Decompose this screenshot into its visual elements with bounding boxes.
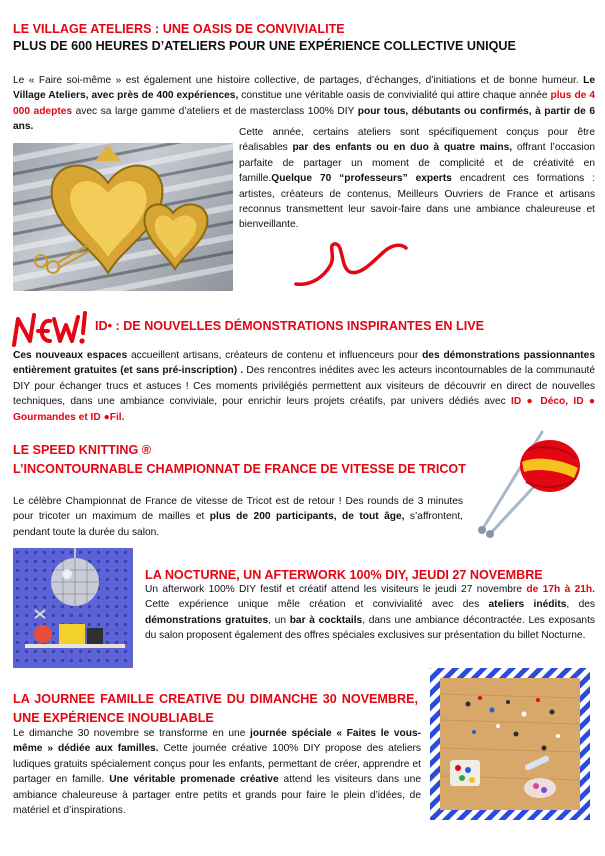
section-speed-knitting bbox=[13, 441, 468, 479]
paragraph: Le « Faire soi-même » est également une histoire collective, de partages, d’échanges, d’initiations et de bonne humeur. Le Village Ateliers, avec près de 400 expériences, constitue une véritable oasis de convivialité qui attire chaque année plus de 4 000 adeptes avec sa large gamme d’ateliers et de masterclass 100% DIY pour tous, débutants ou confirmés, à partir de 6 ans. bbox=[13, 75, 595, 133]
craft-tray-photo bbox=[428, 664, 592, 824]
new-stamp bbox=[10, 307, 92, 351]
gold-hearts-photo bbox=[13, 143, 233, 291]
paragraph: Ces nouveaux espaces accueillent artisans, créateurs de contenu et influenceurs pour des démonstrations passionnantes entièrement gratuites (et sans pré-inscription) . Des rencontres inédites avec les acteurs incontournables de la communauté DIY pour échanger trucs et astuces ! Ces moments privilégiés permettent aux visiteurs de découvrir en direct de nouvelles techniques, dans une ambiance conviviale, pour enrichir leurs projets créatifs, par univers dédiés avec ID ● Déco, ID ● Gourmandes et ID ●Fil. bbox=[13, 350, 596, 423]
paragraph: Le célèbre Championnat de France de vitesse de Tricot est de retour ! Des rounds de 3 minutes pour tricoter un maximum de mailles et plus de 200 participants, de tout âge, s’affrontent, pendant toute la durée du salon. bbox=[13, 496, 463, 538]
section-title: LA NOCTURNE, UN AFTERWORK 100% DIY, JEUDI 27 NOVEMBRE bbox=[145, 568, 543, 582]
disco-ball-pegboard-photo bbox=[13, 548, 133, 668]
paragraph: Cette année, certains ateliers sont spécifiquement conçus pour être réalisables par des enfants ou en duo à quatre mains, offrant l’occasion parfaite de partager un moment de complicité et de créativité en famille.Quelque 70 “professeurs” experts encadrent ces formations : artistes, créateurs de contenus, Meilleurs Ouvriers de France et artisans reconnus transmettent leur savoir-faire dans une ambiance chaleureuse et bienveillante. bbox=[239, 127, 596, 231]
paragraph: Le dimanche 30 novembre se transforme en une journée spéciale « Faites le vous-même » dédiée aux familles. Cette journée créative 100% DIY propose des ateliers ludiques gratuits spécialement conçus pour les enfants, permettant de créer, apprendre et partager en famille. Une véritable promenade créative attend les visiteurs dans une ambiance chaleureuse à partager entre petits et grands pour faire le plein d’idées, de matériel et d’inspirations. bbox=[13, 728, 422, 817]
section-title: LA JOURNEE FAMILLE CREATIVE DU DIMANCHE 30 NOVEMBRE, UNE EXPÉRIENCE INOUBLIABLE bbox=[13, 692, 418, 725]
section-subtitle: L’INCONTOURNABLE CHAMPIONNAT DE FRANCE DE VITESSE DE TRICOT bbox=[13, 462, 466, 476]
paragraph: Un afterwork 100% DIY festif et créatif attend les visiteurs le jeudi 27 novembre de 17h à 21h. Cette expérience unique mêle création et convivialité avec des ateliers inédits, des démonstrations gratuites, un bar à cocktails, dans une ambiance décontractée. Les exposants du salon proposent également des offres spéciales exclusives sur présentation du billet Nocturne. bbox=[145, 584, 595, 642]
section-subtitle: PLUS DE 600 HEURES D’ATELIERS POUR UNE EXPÉRIENCE COLLECTIVE UNIQUE bbox=[13, 39, 516, 53]
section-title: LE VILLAGE ATELIERS : UNE OASIS DE CONVIVIALITE bbox=[13, 22, 345, 36]
yarn-needles-illustration bbox=[462, 422, 592, 542]
section-village-ateliers bbox=[13, 21, 593, 54]
section-title: LE SPEED KNITTING ® bbox=[13, 443, 152, 457]
section-title: ID• : DE NOUVELLES DÉMONSTRATIONS INSPIRANTES EN LIVE bbox=[95, 319, 485, 333]
squiggle-decoration bbox=[290, 236, 410, 298]
